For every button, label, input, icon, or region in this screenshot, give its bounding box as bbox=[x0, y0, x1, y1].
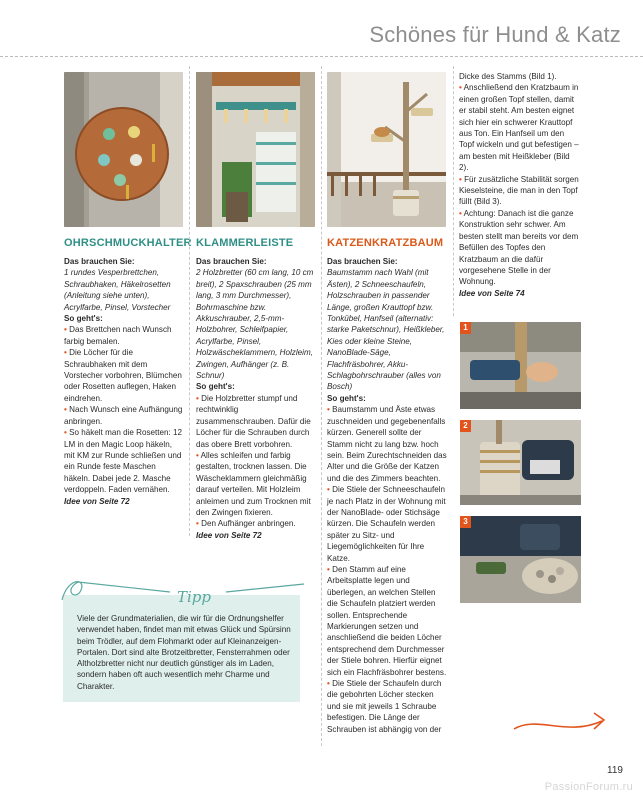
bullet-icon: • bbox=[327, 679, 330, 689]
arrow-icon bbox=[512, 705, 612, 741]
bullet-icon: • bbox=[64, 348, 67, 358]
tip-label: Tipp bbox=[177, 588, 212, 606]
materials-text: 1 rundes Vesperbrettchen, Schraubhaken, Häkelrosetten (Anleitung siehe unten), Acrylfarbe, Pinsel, Vorstecher bbox=[64, 268, 171, 312]
step-item: • Baumstamm und Äste etwas zuschneiden und gegebenenfalls kürzen. Generell sollte der Stamm nicht zu lang bzw. hoch sein. Beim Zurechtschneiden das Alter und die Größe der Katzen und die des Zimmers beachten. bbox=[327, 405, 447, 483]
column-divider bbox=[321, 66, 322, 746]
section-heading: OHRSCHMUCKHALTER bbox=[64, 237, 192, 249]
step-photo-3 bbox=[460, 516, 581, 603]
section-heading: KATZENKRATZBAUM bbox=[327, 237, 444, 249]
step-item: • Den Aufhänger anbringen. bbox=[196, 519, 296, 529]
idea-reference: Idee von Seite 74 bbox=[459, 288, 525, 298]
photo-earring-holder bbox=[64, 72, 183, 227]
step-item: • Für zusätzliche Stabilität sorgen Kieselsteine, die man in den Topf füllt (Bild 3). bbox=[459, 174, 579, 207]
step-number-badge: 1 bbox=[460, 322, 471, 334]
bullet-icon: • bbox=[196, 519, 199, 529]
bullet-icon: • bbox=[327, 564, 330, 574]
step-number-badge: 2 bbox=[460, 420, 471, 432]
bullet-icon: • bbox=[327, 485, 330, 495]
page-title: Schönes für Hund & Katz bbox=[369, 22, 621, 47]
column-earring-holder bbox=[64, 237, 192, 507]
idea-reference: Idee von Seite 72 bbox=[64, 496, 130, 506]
column-cat-tree-continued bbox=[459, 71, 581, 299]
column-divider bbox=[189, 66, 190, 536]
bullet-icon: • bbox=[459, 83, 462, 93]
watermark: PassionForum.ru bbox=[544, 781, 633, 793]
tip-text: Viele der Grundmaterialien, die wir für die Ordnungshelfer verwendet haben, findet man mit etwas Glück und Spürsinn beim Trödler, auf dem Flohmarkt oder auf Kleinanzeigen-Portalen. Dort sind alte Brotzeitbretter, Fensterrahmen oder Altholzbretter nicht nur deutlich günstiger als im Laden, sondern haben oft auch wesentlich mehr Charme und Charakter. bbox=[77, 614, 291, 691]
step-item: • Nach Wunsch eine Aufhängung anbringen. bbox=[64, 405, 183, 426]
step-item: • Achtung: Danach ist die ganze Konstruktion sehr schwer. Am besten stellt man bereits vor dem Befüllen des Topfes den Kratzbaum an die dafür vorgesehene Stelle in der Wohnung. bbox=[459, 208, 579, 287]
materials-label: Das brauchen Sie: bbox=[196, 257, 267, 266]
step-item: • Alles schleifen und farbig gestalten, trocknen lassen. Die Wäscheklammern gleichmäßig darauf verteilen. Mit Holzleim anleimen und zum Trocknen mit den Zwingen fixieren. bbox=[196, 450, 311, 517]
continued-text: Dicke des Stamms (Bild 1). bbox=[459, 72, 557, 81]
photo-clothespin-rack bbox=[196, 72, 315, 227]
column-cat-tree bbox=[327, 237, 448, 735]
step-item: • Die Löcher für die Schraubhaken mit dem Vorstecher vorbohren, Blümchen oder Rosetten auflegen, Haken eindrehen. bbox=[64, 348, 182, 403]
howto-label: So geht's: bbox=[327, 393, 366, 403]
header-divider bbox=[0, 56, 643, 57]
step-photo-1 bbox=[460, 322, 581, 409]
howto-label: So geht's: bbox=[64, 314, 103, 324]
materials-label: Das brauchen Sie: bbox=[327, 257, 398, 266]
section-heading: KLAMMERLEISTE bbox=[196, 237, 294, 249]
bullet-icon: • bbox=[196, 450, 199, 460]
materials-text: 2 Holzbretter (60 cm lang, 10 cm breit), 2 Spaxschrauben (25 mm lang, 3 mm Durchmesser), Bohrmaschine bzw. Akkuschrauber, 2,5-mm-Holzbohrer, Schleifpapier, Acrylfarbe, Pinsel, Holzwäscheklammern, Holzleim, Zwingen, Aufhänger (z. B. Schnur) bbox=[196, 268, 314, 381]
bullet-icon: • bbox=[196, 393, 199, 403]
column-clothespin-rack bbox=[196, 237, 316, 541]
step-item: • Die Stiele der Schaufeln durch die gebohrten Löcher stecken und sie mit jeweils 1 Schraube befestigen. Die Länge der Schrauben ist abhängig von der bbox=[327, 679, 442, 734]
step-photo-2 bbox=[460, 420, 581, 505]
materials-label: Das brauchen Sie: bbox=[64, 257, 135, 266]
page-number: 119 bbox=[607, 765, 623, 776]
step-item: • Anschließend den Kratzbaum in einen großen Topf stellen, damit er stabil steht. Am besten eignet sich hier ein schwerer Krauttopf aus Ton. Ein Hanfseil um den Topf wickeln und gut befestigen – am besten mit Heißkleber (Bild 2). bbox=[459, 83, 579, 173]
materials-text: Baumstamm nach Wahl (mit Ästen), 2 Schneeschaufeln, Holzschrauben in passender Länge, großen Krauttopf bzw. Tonkübel, Hanfseil (alternativ: starke Paketschnur), Heißkleber, Kies oder kleine Steine, NanoBlade-Säge, Flachfräsbohrer, Akku-Schlagbohrschrauber (alles von Bosch) bbox=[327, 268, 445, 392]
step-item: • Das Brettchen nach Wunsch farbig bemalen. bbox=[64, 325, 172, 346]
bullet-icon: • bbox=[64, 405, 67, 415]
bullet-icon: • bbox=[459, 174, 462, 184]
step-item: • Den Stamm auf eine Arbeitsplatte legen und überlegen, an welchen Stellen die Schaufeln platziert werden sollen. Entsprechende Markierungen setzen und anschließend die beiden Löcher entsprechend dem Durchmesser der Stiele bohren. Hierfür eignet sich ein Flachfräsbohrer bestens. bbox=[327, 564, 447, 677]
column-divider bbox=[453, 66, 454, 316]
step-item: • Die Stiele der Schneeschaufeln je nach Platz in der Wohnung mit der NanoBlade- oder Stichsäge kürzen. Die Schaufeln werden später zu Sitz- und Liegemöglichkeiten für Ihre Katze. bbox=[327, 485, 446, 563]
step-item: • So häkelt man die Rosetten: 12 LM in den Magic Loop häkeln, mit KM zur Runde schließen und ein Runde feste Maschen häkeln. Dabei jede 2. Masche verdoppeln. Faden vernähen. bbox=[64, 428, 183, 495]
howto-label: So geht's: bbox=[196, 382, 235, 392]
step-item: • Die Holzbretter stumpf und rechtwinklig zusammenschrauben. Dafür die Löcher für die Schrauben durch das obere Brett vorbohren. bbox=[196, 393, 311, 449]
bullet-icon: • bbox=[64, 325, 67, 335]
bullet-icon: • bbox=[459, 208, 462, 218]
bullet-icon: • bbox=[327, 405, 330, 415]
step-number-badge: 3 bbox=[460, 516, 471, 528]
photo-cat-scratching-tree bbox=[327, 72, 446, 227]
idea-reference: Idee von Seite 72 bbox=[196, 530, 262, 540]
bullet-icon: • bbox=[64, 428, 67, 438]
